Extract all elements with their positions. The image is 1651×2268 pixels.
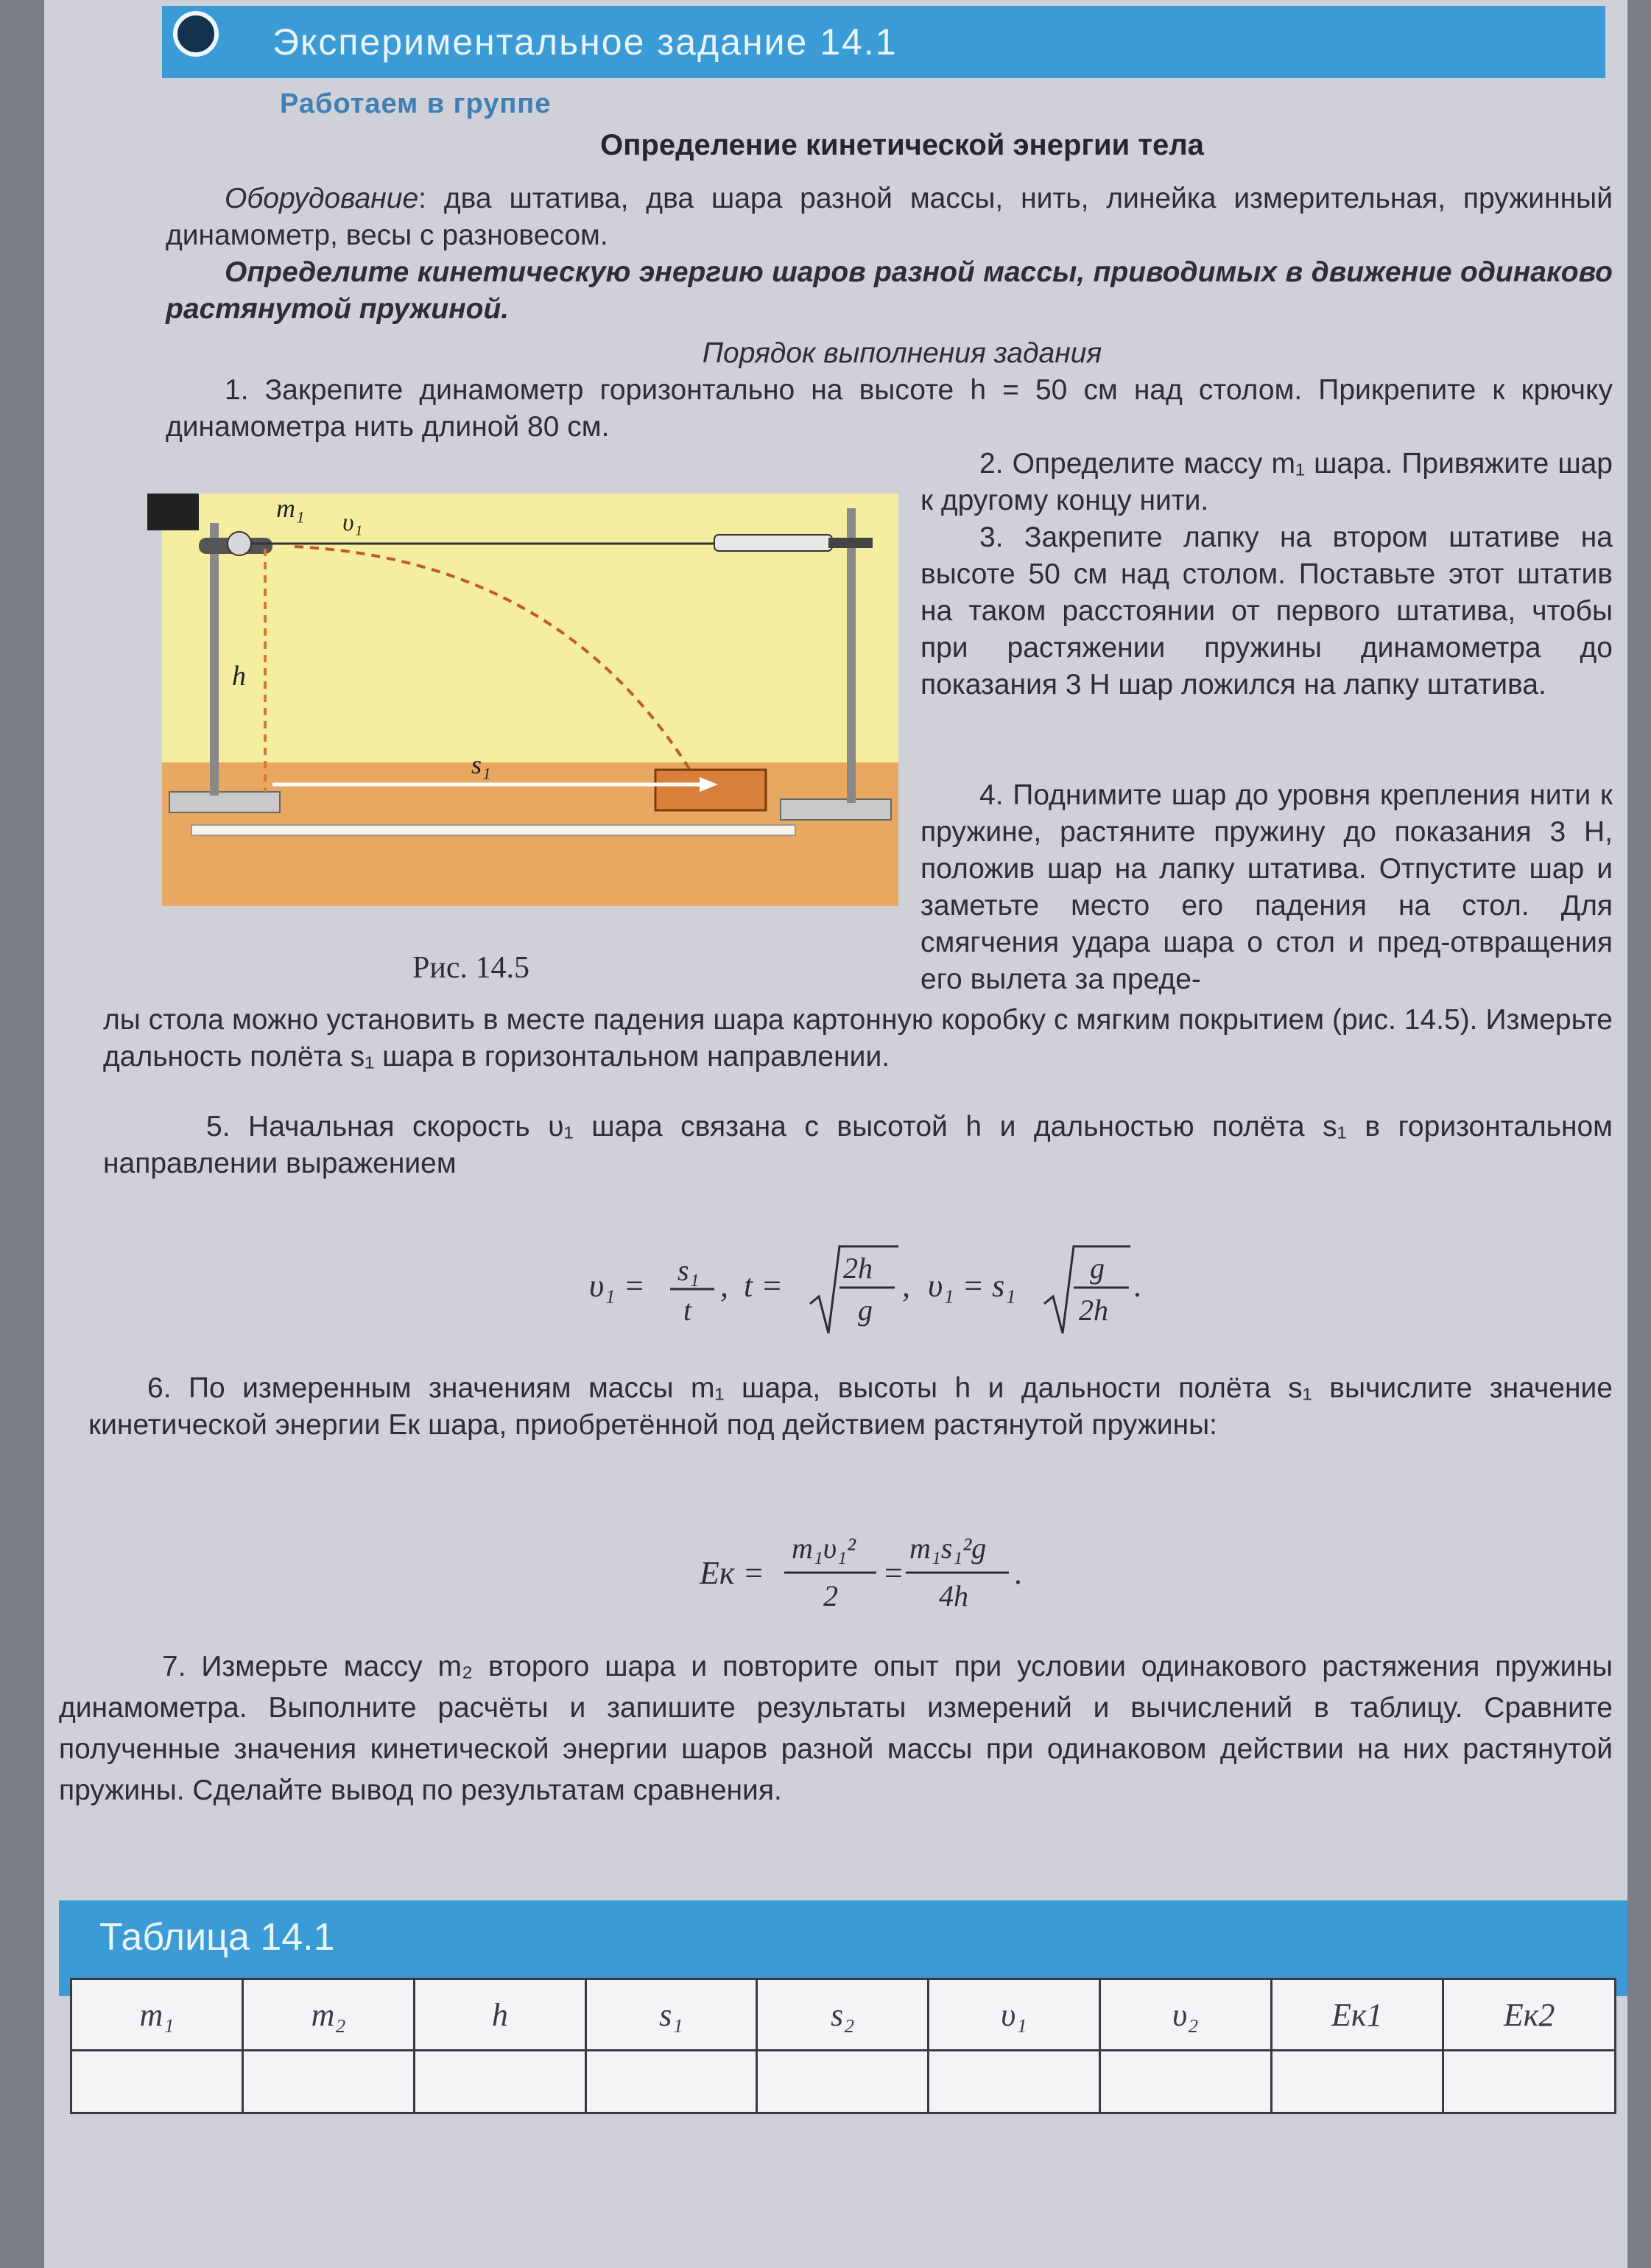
- label-m1: m₁: [276, 494, 305, 523]
- e-equals: =: [882, 1555, 904, 1591]
- f2-num: 2h: [843, 1251, 873, 1285]
- task-title: Определение кинетической энергии тела: [600, 129, 1204, 161]
- table-row: [71, 2051, 1616, 2113]
- step-4-part-b: лы стола можно установить в месте падения шара картонную коробку с мягким покрытием (рис. 14.5). Измерьте дальность полёта s₁ шара в горизонтальном направлении.: [103, 1004, 1613, 1072]
- table-header-cell: s₁: [585, 1979, 757, 2051]
- table-header-cell: s₂: [757, 1979, 929, 2051]
- stand-base-right: [781, 799, 891, 820]
- e-lhs: Eк =: [700, 1555, 765, 1591]
- table-cell: [757, 2051, 929, 2113]
- clamp-right: [828, 538, 873, 548]
- step-3: 3. Закрепите лапку на втором штативе на высоте 50 см над столом. Поставьте этот штатив на таком расстоянии от первого штатива, чтобы при растяжении пружины динамометра до показания 3 Н шар ложился на лапку штатива.: [920, 522, 1613, 701]
- stand-rod-left: [210, 523, 219, 796]
- equipment-text: : два штатива, два шара разной массы, нить, линейка измерительная, пружинный динамометр, весы с разновесом.: [166, 183, 1613, 251]
- results-table: [70, 1978, 1616, 2114]
- f2-den: g: [858, 1293, 873, 1327]
- task-banner: [162, 6, 1605, 78]
- step-6: 6. По измеренным значениям массы m₁ шара, высоты h и дальности полёта s₁ вычислите значение кинетической энергии Eк шара, приобретённой под действием растянутой пружины:: [88, 1372, 1613, 1441]
- formula-energy-svg: [700, 1517, 1053, 1628]
- f1-den: t: [683, 1293, 692, 1327]
- equipment-label: Оборудование: [225, 183, 419, 214]
- table-header-cell: υ₁: [929, 1979, 1100, 2051]
- label-v1: υ₁: [342, 509, 363, 536]
- e-den2: 4h: [939, 1579, 968, 1612]
- f3-period: .: [1134, 1268, 1142, 1304]
- procedure-title: Порядок выполнения задания: [702, 337, 1102, 369]
- step-7: 7. Измерьте массу m₂ второго шара и повторите опыт при условии одинакового растяжения пружины динамометра. Выполните расчёты и запишите результаты измерений и вычислений в таблицу. Сравните полученные значения кинетической энергии шаров разной массы при одинаковом действии на них растянутой пружины. Сделайте вывод по результатам сравнения.: [59, 1651, 1613, 1806]
- f1-num: s₁: [677, 1254, 700, 1287]
- ball-m1: [228, 532, 251, 555]
- table-cell: [71, 2051, 243, 2113]
- f2-comma: ,: [902, 1268, 910, 1304]
- hand-shape: [147, 494, 199, 530]
- f3-den: 2h: [1079, 1293, 1108, 1327]
- table-header-cell: m₂: [243, 1979, 415, 2051]
- e-num2: m₁s₁²g: [909, 1531, 987, 1565]
- f3-lhs: υ₁ = s₁: [928, 1268, 1016, 1304]
- table-cell: [1271, 2051, 1443, 2113]
- table-cell: [929, 2051, 1100, 2113]
- table-cell: [1099, 2051, 1271, 2113]
- goal-paragraph: Определите кинетическую энергию шаров разной массы, приводимых в движение одинаково растянутой пружиной.: [166, 256, 1613, 325]
- step-2: 2. Определите массу m₁ шара. Привяжите шар к другому концу нити.: [920, 448, 1613, 516]
- figure-experiment-setup: [147, 479, 920, 913]
- equipment-paragraph: [166, 180, 1613, 254]
- banner-title: Экспериментальное задание 14.1: [272, 21, 898, 63]
- dynamometer: [714, 535, 832, 551]
- textbook-page: [44, 0, 1627, 2268]
- e-den1: 2: [823, 1579, 838, 1612]
- e-num1: m₁υ₁²: [792, 1531, 856, 1565]
- f1-comma: ,: [720, 1268, 728, 1304]
- formula-velocity: [589, 1237, 1149, 1356]
- table-cell: [243, 2051, 415, 2113]
- table-header-cell: h: [415, 1979, 585, 2051]
- table-cell: [1443, 2051, 1616, 2113]
- f1-lhs: υ₁ =: [589, 1268, 646, 1304]
- group-work-label: Работаем в группе: [280, 88, 552, 119]
- measuring-ruler: [191, 825, 795, 835]
- formula-velocity-svg: [589, 1237, 1149, 1348]
- banner-bullet-icon: [173, 11, 219, 57]
- label-h: h: [232, 661, 246, 692]
- table-header-cell: m₁: [71, 1979, 243, 2051]
- stand-base-left: [169, 792, 280, 812]
- figure-caption: Рис. 14.5: [412, 951, 529, 985]
- table-header-cell: Eк2: [1443, 1979, 1616, 2051]
- table-14-1: [59, 1900, 1627, 2136]
- landing-box: [655, 770, 766, 810]
- table-cell: [585, 2051, 757, 2113]
- table-title: Таблица 14.1: [99, 1916, 335, 1959]
- table-header-cell: υ₂: [1099, 1979, 1271, 2051]
- e-period: .: [1015, 1555, 1023, 1591]
- step-5: 5. Начальная скорость υ₁ шара связана с высотой h и дальностью полёта s₁ в горизонтальном направлении выражением: [103, 1111, 1613, 1179]
- f3-num: g: [1090, 1251, 1105, 1285]
- label-s1: s₁: [471, 750, 491, 779]
- table-header-row: [71, 1979, 1616, 2051]
- stand-rod-right: [847, 508, 856, 803]
- step-1: 1. Закрепите динамометр горизонтально на высоте h = 50 см над столом. Прикрепите к крючку динамометра нить длиной 80 см.: [166, 374, 1613, 443]
- formula-energy: [700, 1517, 1053, 1636]
- table-cell: [415, 2051, 585, 2113]
- table-header-cell: Eк1: [1271, 1979, 1443, 2051]
- step-4-part-a: 4. Поднимите шар до уровня крепления нити к пружине, растяните пружину до показания 3 Н, положив шар на лапку штатива. Отпустите шар и заметьте место его падения на стол. Для смягчения удара шара о стол и пред-отвращения его вылета за преде-: [920, 779, 1613, 995]
- f2-lhs: t =: [744, 1268, 783, 1304]
